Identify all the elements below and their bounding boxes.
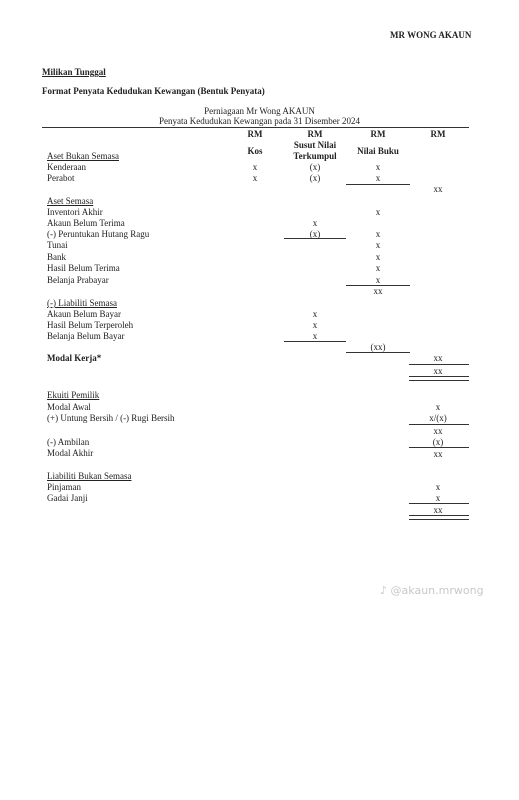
nca-heading: Aset Bukan Semasa [47,151,119,161]
nca-row-dep: (x) [309,162,321,172]
ca-row-nbv: x [375,240,381,250]
ncl-heading: Liabiliti Bukan Semasa [47,471,132,481]
nca-row-nbv: x [375,173,381,183]
ca-total: xx [373,286,383,296]
ca-row-label: Bank [47,252,66,262]
ncl-total-rule [409,503,469,504]
nca-row-label: Perabot [47,173,75,183]
cl-row-dep: x [312,331,318,341]
col-cost-header: Kos [247,146,263,156]
cl-row-label: Akaun Belum Bayar [47,309,121,319]
nca-row-cost: x [252,173,258,183]
col-cost-currency: RM [247,129,263,139]
working-capital-label: Modal Kerja* [47,353,102,363]
cl-row-dep: x [312,309,318,319]
col-dep-header-line1: Susut Nilai [293,140,337,150]
statement-title: Penyata Kedudukan Kewangan pada 31 Disember 2024 [159,116,360,126]
equity-subtotal: xx [433,426,443,436]
nca-row-cost: x [252,162,258,172]
watermark-text: @akaun.mrwong [390,584,484,597]
cl-subtotal-rule [284,341,346,342]
ownership-subtitle: Milikan Tunggal [42,67,106,77]
nca-row-label: Kenderaan [47,162,86,172]
company-name: Perniagaan Mr Wong AKAUN [204,106,315,116]
col-dep-header-line2: Terkumpul [293,151,337,161]
grand-total-value: xx [433,366,443,376]
ncl-row-label: Gadai Janji [47,493,88,503]
ca-row-nbv: x [375,207,381,217]
ca-row-label: Tunai [47,240,68,250]
working-capital-value: xx [433,353,443,363]
header-rule [42,127,469,128]
grand-total-rule [409,364,469,365]
ca-row-label: Belanja Prabayar [47,275,109,285]
ca-row-nbv: x [375,263,381,273]
ca-row-nbv: x [375,252,381,262]
closing-capital-label: Modal Akhir [47,448,94,458]
drawings-label: (-) Ambilan [47,437,90,447]
equity-row-label: Modal Awal [47,402,91,412]
ca-row-dep: (x) [309,229,321,239]
brand-name: MR WONG AKAUN [390,30,472,40]
ncl-row-value: x [435,493,441,503]
ca-row-label: Hasil Belum Terima [47,263,120,273]
col-nbv-header: Nilai Buku [357,146,399,156]
ca-row-nbv: x [375,275,381,285]
equity-row-label: (+) Untung Bersih / (-) Rugi Bersih [47,413,175,423]
closing-capital-value: xx [433,449,443,459]
nca-row-dep: (x) [309,173,321,183]
ca-row-label: (-) Peruntukan Hutang Ragu [47,229,150,239]
ncl-total: xx [433,505,443,515]
ca-heading: Aset Semasa [47,196,94,206]
nca-total: xx [433,184,443,194]
watermark [380,584,484,597]
ca-row-label: Inventori Akhir [47,207,103,217]
cl-row-label: Belanja Belum Bayar [47,331,125,341]
equity-heading: Ekuiti Pemilik [47,390,100,400]
cl-row-dep: x [312,320,318,330]
ncl-row-label: Pinjaman [47,482,81,492]
cl-heading: (-) Liabiliti Semasa [47,298,117,308]
col-nbv-currency: RM [370,129,386,139]
cl-total: (xx) [370,342,386,352]
nca-subtotal-rule [346,184,410,185]
equity-row-value: x [435,402,441,412]
ca-allowance-rule [284,238,346,239]
equity-row-value: x/(x) [429,413,447,423]
grand-total-double-rule [409,376,469,381]
closing-capital-rule [409,447,469,448]
drawings-value: (x) [432,437,444,447]
wc-rule [346,352,410,353]
ca-row-label: Akaun Belum Terima [47,218,125,228]
tiktok-icon: ♪ [380,584,388,597]
equity-subtotal-rule [409,424,469,425]
cl-row-label: Hasil Belum Terperoleh [47,320,134,330]
ncl-double-rule [409,515,469,520]
format-title: Format Penyata Kedudukan Kewangan (Bentuk Penyata) [42,86,265,96]
ca-row-nbv: x [375,229,381,239]
nca-row-nbv: x [375,162,381,172]
ca-row-dep: x [312,218,318,228]
col-total-currency: RM [430,129,446,139]
col-dep-currency: RM [307,129,323,139]
ncl-row-value: x [435,482,441,492]
